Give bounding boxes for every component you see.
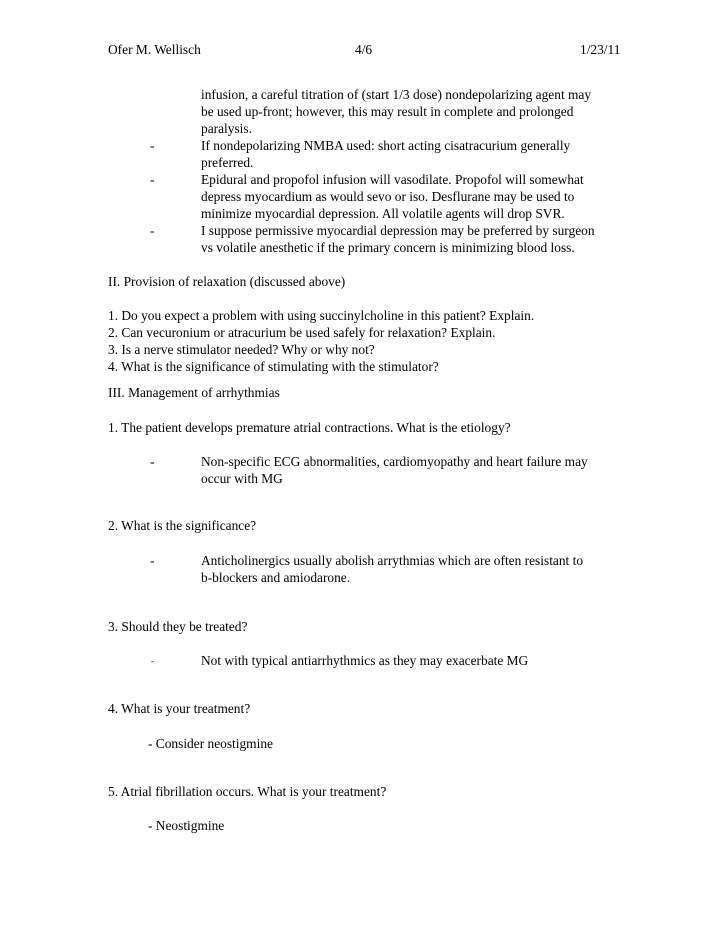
text-line: paralysis. [201,121,252,136]
bullet-dash: - [150,454,155,469]
text-line: be used up-front; however, this may result in complete and prolonged [201,104,574,119]
header-author: Ofer M. Wellisch [108,42,201,57]
text-line: If nondepolarizing NMBA used: short acting cisatracurium generally [201,138,571,153]
text-line: Anticholinergics usually abolish arrythmias which are often resistant to [201,553,584,568]
bullet-dash: - [150,553,155,568]
question-3: 3. Should they be treated? [108,619,248,634]
bullet-permissive [201,222,595,256]
question: 3. Is a nerve stimulator needed? Why or why not? [108,342,375,357]
question-2: 2. What is the significance? [108,518,257,533]
question: 2. Can vecuronium or atracurium be used safely for relaxation? Explain. [108,325,496,340]
text-line: Non-specific ECG abnormalities, cardiomyopathy and heart failure may [201,454,588,469]
text-line: minimize myocardial depression. All volatile agents will drop SVR. [201,206,565,221]
answer-2 [201,552,583,586]
text-line: occur with MG [201,471,283,486]
bullet-dash: - [151,656,154,666]
question-4: 4. What is your treatment? [108,701,251,716]
text-line: preferred. [201,155,254,170]
answer-3: Not with typical antiarrhythmics as they may exacerbate MG [201,653,529,668]
question-5: 5. Atrial fibrillation occurs. What is your treatment? [108,784,387,799]
text-line: depress myocardium as would sevo or iso. Desflurane may be used to [201,189,575,204]
bullet-continuation [201,86,591,137]
text-line: vs volatile anesthetic if the primary concern is minimizing blood loss. [201,240,575,255]
question: 4. What is the significance of stimulating with the stimulator? [108,359,439,374]
question-list [108,307,534,375]
bullet-dash: - [150,172,155,187]
answer-4: - Consider neostigmine [148,736,273,751]
answer-1 [201,453,588,487]
text-line: infusion, a careful titration of (start 1/3 dose) nondepolarizing agent may [201,87,592,102]
bullet-dash: - [150,223,155,238]
question-1: 1. The patient develops premature atrial contractions. What is the etiology? [108,420,511,435]
header-page-number: 4/6 [355,42,373,57]
bullet-nmba [201,137,570,171]
question: 1. Do you expect a problem with using succinylcholine in this patient? Explain. [108,308,535,323]
header-date: 1/23/11 [580,42,621,57]
bullet-epidural [201,171,584,222]
answer-5: - Neostigmine [148,818,225,833]
section-heading-relaxation: II. Provision of relaxation (discussed above) [108,274,346,289]
text-line: b-blockers and amiodarone. [201,570,351,585]
text-line: Epidural and propofol infusion will vasodilate. Propofol will somewhat [201,172,584,187]
text-line: I suppose permissive myocardial depression may be preferred by surgeon [201,223,595,238]
section-heading-arrhythmias: III. Management of arrhythmias [108,385,280,400]
bullet-dash: - [150,138,155,153]
